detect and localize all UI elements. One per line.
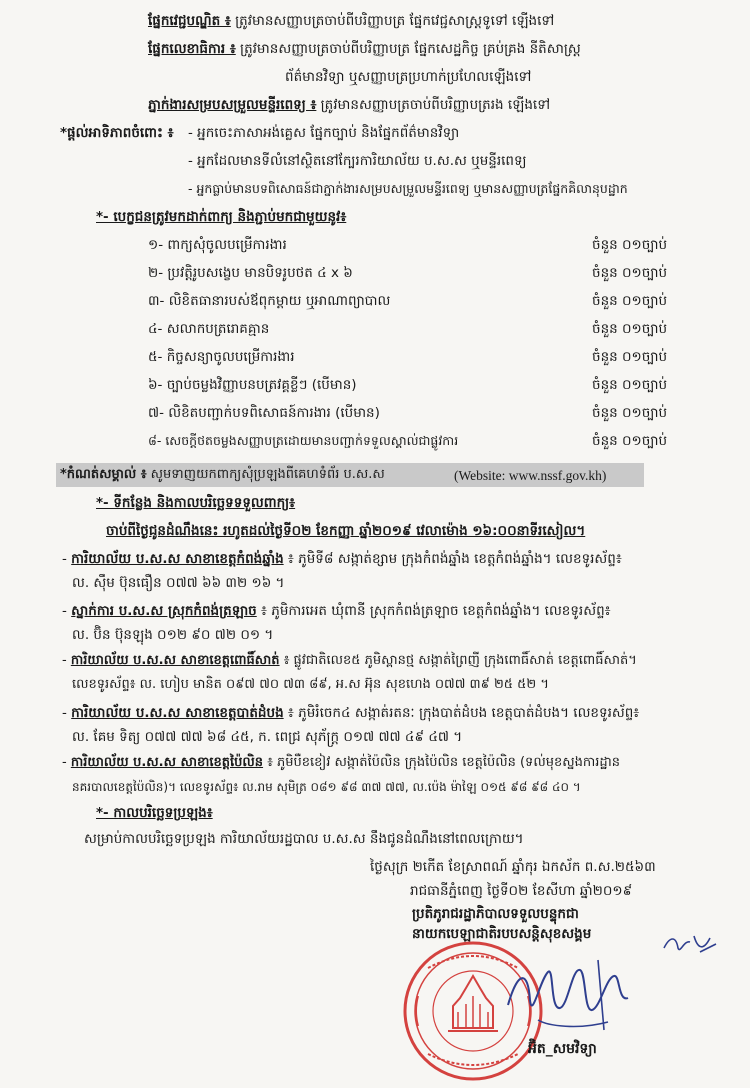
signatory-title-1: ប្រតិភូរាជរដ្ឋាភិបាលទទួលបន្ទុកជា	[412, 906, 579, 922]
office-address: ៖ ភូមិការអេត ឃុំពានី ស្រុកកំពង់ត្រឡាច ខេត្តកំពង់ឆ្នាំង។ លេខទូរស័ព្ទ៖	[256, 603, 611, 619]
office-2: - ស្នាក់ការ ប.ស.ស ស្រុកកំពង់ត្រឡាច ៖ ភូមិការអេត ឃុំពានី ស្រុកកំពង់ត្រឡាច ខេត្តកំពង់ឆ្នាំង។ លេខទូរស័ព្ទ៖	[62, 603, 611, 619]
office-phone: នគរបាលខេត្តប៉ៃលិន)។ លេខទូរស័ព្ទ៖ ល.រាម សុមិត្រ ០៨១ ៩៨ ៣៧ ៧៧, ល.ប៉េង ម៉ាឡៃ ០១៥ ៩៨ ៩៨ ៤០ ។	[72, 780, 581, 794]
priority-label: *ផ្តល់អាទិភាពចំពោះ ៖	[60, 125, 174, 141]
office-4: - ការិយាល័យ ប.ស.ស សាខាខេត្តបាត់ដំបង ៖ ភូមិរំចេក៤ សង្កាត់រតនៈ ក្រុងបាត់ដំបង ខេត្តបាត់ដំបង។ លេខទូរស័ព្ទ៖	[62, 705, 640, 721]
office-phone: លេខទូរស័ព្ទ៖ ល. ហៀប មានិត ០៩៧ ៧០ ៧៣ ៨៩, អ.ស អ៊ុន សុខហេង ០៧៧ ៣៩ ២៥ ៥២ ។	[72, 677, 549, 692]
office-phone: ល. គែម ទិត្យ ០៧៧ ៧៧ ៦៨ ៤៥, ក. ពេជ្រ សុភ័ក្ត្រ ០១៧ ៧៧ ៤៩ ៤៧ ។	[72, 729, 463, 745]
date-lunar: ថ្ងៃសុក្រ ២កើត ខែស្រាពណ៍ ឆ្នាំកុរ ឯកស័ក ព.ស.២៥៦៣	[370, 859, 656, 875]
document-count: ចំនួន ០១ច្បាប់	[592, 405, 668, 421]
req-coordinator-label: ភ្នាក់ងារសម្របសម្រួលមន្ទីរពេទ្យ ៖	[148, 97, 317, 113]
document-item: ៦- ច្បាប់ចម្លងវិញ្ញាបនបត្រវគ្គខ្លីៗ (បើមាន)	[148, 377, 357, 393]
document-count: ចំនួន ០១ច្បាប់	[592, 293, 668, 309]
office-address: ៖ ភូមិទី៨ សង្កាត់ខ្សាម ក្រុងកំពង់ឆ្នាំង ខេត្តកំពង់ឆ្នាំង។ លេខទូរស័ព្ទ៖	[283, 551, 622, 567]
req-secretary-text-cont: ព័ត៌មានវិទ្យា ឬសញ្ញាបត្រប្រហាក់ប្រហែលឡើងទៅ	[285, 69, 532, 85]
office-address: ៖ ផ្លូវជាតិលេខ៥ ភូមិស្ពានថ្ម សង្កាត់ព្រៃញី ក្រុងពោធិ៍សាត់ ខេត្តពោធិ៍សាត់។	[279, 653, 637, 668]
office-name: ការិយាល័យ ប.ស.ស សាខាខេត្តកំពង់ឆ្នាំង	[71, 551, 284, 567]
office-address: ៖ ភូមិរំចេក៤ សង្កាត់រតនៈ ក្រុងបាត់ដំបង ខេត្តបាត់ដំបង។ លេខទូរស័ព្ទ៖	[283, 705, 640, 721]
office-phone: ល. ប៊ិន ប៊ុនឡុង ០១២ ៩០ ៧២ ០១ ។	[72, 627, 274, 643]
office-address: ៖ ភូមិបឺខខៀវ សង្កាត់ប៉ៃលិន ក្រុងប៉ៃលិន ខេត្តប៉ៃលិន (ទល់មុខស្នងការដ្ឋាន	[263, 755, 620, 770]
office-3: - ការិយាល័យ ប.ស.ស សាខាខេត្តពោធិ៍សាត់ ៖ ផ្លូវជាតិលេខ៥ ភូមិស្ពានថ្ម សង្កាត់ព្រៃញី ក្រុងពោធិ៍សាត់ ខេត្តពោធិ៍សាត់។	[62, 653, 637, 668]
req-coordinator-text: ត្រូវមានសញ្ញាបត្រចាប់ពីបរិញ្ញាបត្ររង ឡើងទៅ	[316, 97, 551, 113]
signatory-title-2: នាយកបេឡាជាតិរបបសន្តិសុខសង្គម	[412, 926, 592, 942]
document-count: ចំនួន ០១ច្បាប់	[592, 349, 668, 365]
document-item: ៧- លិខិតបញ្ជាក់បទពិសោធន៍ការងារ (បើមាន)	[148, 405, 380, 421]
document-count: ចំនួន ០១ច្បាប់	[592, 321, 668, 337]
initials-mark	[660, 930, 720, 958]
req-secretary	[148, 40, 581, 58]
handwritten-signature	[488, 950, 668, 1040]
document-count: ចំនួន ០១ច្បាប់	[592, 433, 668, 449]
document-count: ចំនួន ០១ច្បាប់	[592, 377, 668, 393]
req-secretary-text: ត្រូវមានសញ្ញាបត្រចាប់ពីបរិញ្ញាបត្រ ផ្នែកសេដ្ឋកិច្ច គ្រប់គ្រង នីតិសាស្ត្រ	[235, 41, 581, 57]
office-name: ការិយាល័យ ប.ស.ស សាខាខេត្តប៉ៃលិន	[70, 755, 264, 770]
office-5: - ការិយាល័យ ប.ស.ស សាខាខេត្តប៉ៃលិន ៖ ភូមិបឺខខៀវ សង្កាត់ប៉ៃលិន ក្រុងប៉ៃលិន ខេត្តប៉ៃលិន (ទល់មុខស្នងការដ្ឋាន	[62, 755, 620, 770]
req-doctor-text: ត្រូវមានសញ្ញាបត្រចាប់ពីបរិញ្ញាបត្រ ផ្នែកវេជ្ជសាស្ត្រទូទៅ ឡើងទៅ	[230, 13, 555, 29]
date-solar: រាជធានីភ្នំពេញ ថ្ងៃទី០២ ខែសីហា ឆ្នាំ២០១៩	[410, 883, 633, 899]
office-1: - ការិយាល័យ ប.ស.ស សាខាខេត្តកំពង់ឆ្នាំង ៖ ភូមិទី៨ សង្កាត់ខ្សាម ក្រុងកំពង់ឆ្នាំង ខេត្តកំពង់ឆ្នាំង។ លេខទូរស័ព្ទ៖	[62, 551, 622, 567]
priority-item-1: - អ្នកចេះភាសាអង់គ្លេស ផ្នែកច្បាប់ និងផ្នែកព័ត៌មានវិទ្យា	[188, 125, 460, 141]
req-coordinator	[148, 96, 550, 114]
office-name: ស្នាក់ការ ប.ស.ស ស្រុកកំពង់ត្រឡាច	[71, 603, 257, 619]
req-doctor-label: ផ្នែកវេជ្ជបណ្ឌិត ៖	[148, 13, 231, 29]
documents-heading: *- បេក្ខជនត្រូវមកដាក់ពាក្យ និងភ្ជាប់មកជាមួយនូវ៖	[96, 209, 347, 225]
office-name: ការិយាល័យ ប.ស.ស សាខាខេត្តពោធិ៍សាត់	[70, 653, 280, 668]
document-item: ៥- កិច្ចសន្យាចូលបម្រើការងារ	[148, 349, 295, 365]
req-secretary-label: ផ្នែកលេខាធិការ ៖	[148, 41, 236, 57]
document-item: ៨- សេចក្តីថតចម្លងសញ្ញាបត្រដោយមានបញ្ជាក់ទទួលស្គាល់ជាផ្លូវការ	[148, 433, 459, 448]
document-item: ២- ប្រវត្តិរូបសង្ខេប មានបិទរូបថត ៤ x ៦	[148, 265, 353, 281]
priority-item-3: - អ្នកធ្លាប់មានបទពិសោធន៍ជាភ្នាក់ងារសម្របសម្រួលមន្ទីរពេទ្យ ឬមានសញ្ញាបត្រផ្នែកគិលានុបដ្ឋាក	[188, 181, 628, 196]
document-item: ១- ពាក្យសុំចូលបម្រើការងារ	[148, 237, 287, 253]
priority-item-2: - អ្នកដែលមានទីលំនៅស្ថិតនៅក្បែរការិយាល័យ ប.ស.ស ឬមន្ទីរពេទ្យ	[188, 153, 527, 169]
document-item: ៤- សលាកបត្ររោគគ្មាន	[148, 321, 270, 337]
place-deadline: ចាប់ពីថ្ងៃជូនដំណឹងនេះ រហូតដល់ថ្ងៃទី០២ ខែកញ្ញា ឆ្នាំ២០១៩ វេលាម៉ោង ១៦:០០នាទីរសៀល។	[106, 523, 586, 539]
office-name: ការិយាល័យ ប.ស.ស សាខាខេត្តបាត់ដំបង	[71, 705, 284, 721]
exam-text: សម្រាប់កាលបរិច្ឆេទប្រឡង ការិយាល័យរដ្ឋបាល ប.ស.ស នឹងជូនដំណឹងនៅពេលក្រោយ។	[84, 831, 524, 847]
office-phone: ល. ស៊ឹម ប៊ុនធឿន ០៧៧ ៦៦ ៣២ ១៦ ។	[72, 575, 285, 591]
note-website: (Website: www.nssf.gov.kh)	[454, 468, 607, 483]
req-doctor	[148, 12, 554, 30]
signatory-name: អ៊ិត_សមវិទ្យា	[528, 1041, 597, 1057]
document-item: ៣- លិខិតធានារបស់ឪពុកម្តាយ ឬអាណាព្យាបាល	[148, 293, 391, 309]
document-count: ចំនួន ០១ច្បាប់	[592, 237, 668, 253]
document-count: ចំនួន ០១ច្បាប់	[592, 265, 668, 281]
place-heading: *- ទីកន្លែង និងកាលបរិច្ឆេទទទួលពាក្យ៖	[96, 495, 296, 511]
note-label: *កំណត់សម្គាល់ ៖	[60, 467, 147, 482]
note-line	[60, 466, 385, 484]
note-text: សូមទាញយកពាក្យសុំប្រឡងពីគេហទំព័រ ប.ស.ស	[146, 467, 385, 482]
exam-heading: *- កាលបរិច្ឆេទប្រឡង៖	[96, 805, 213, 821]
